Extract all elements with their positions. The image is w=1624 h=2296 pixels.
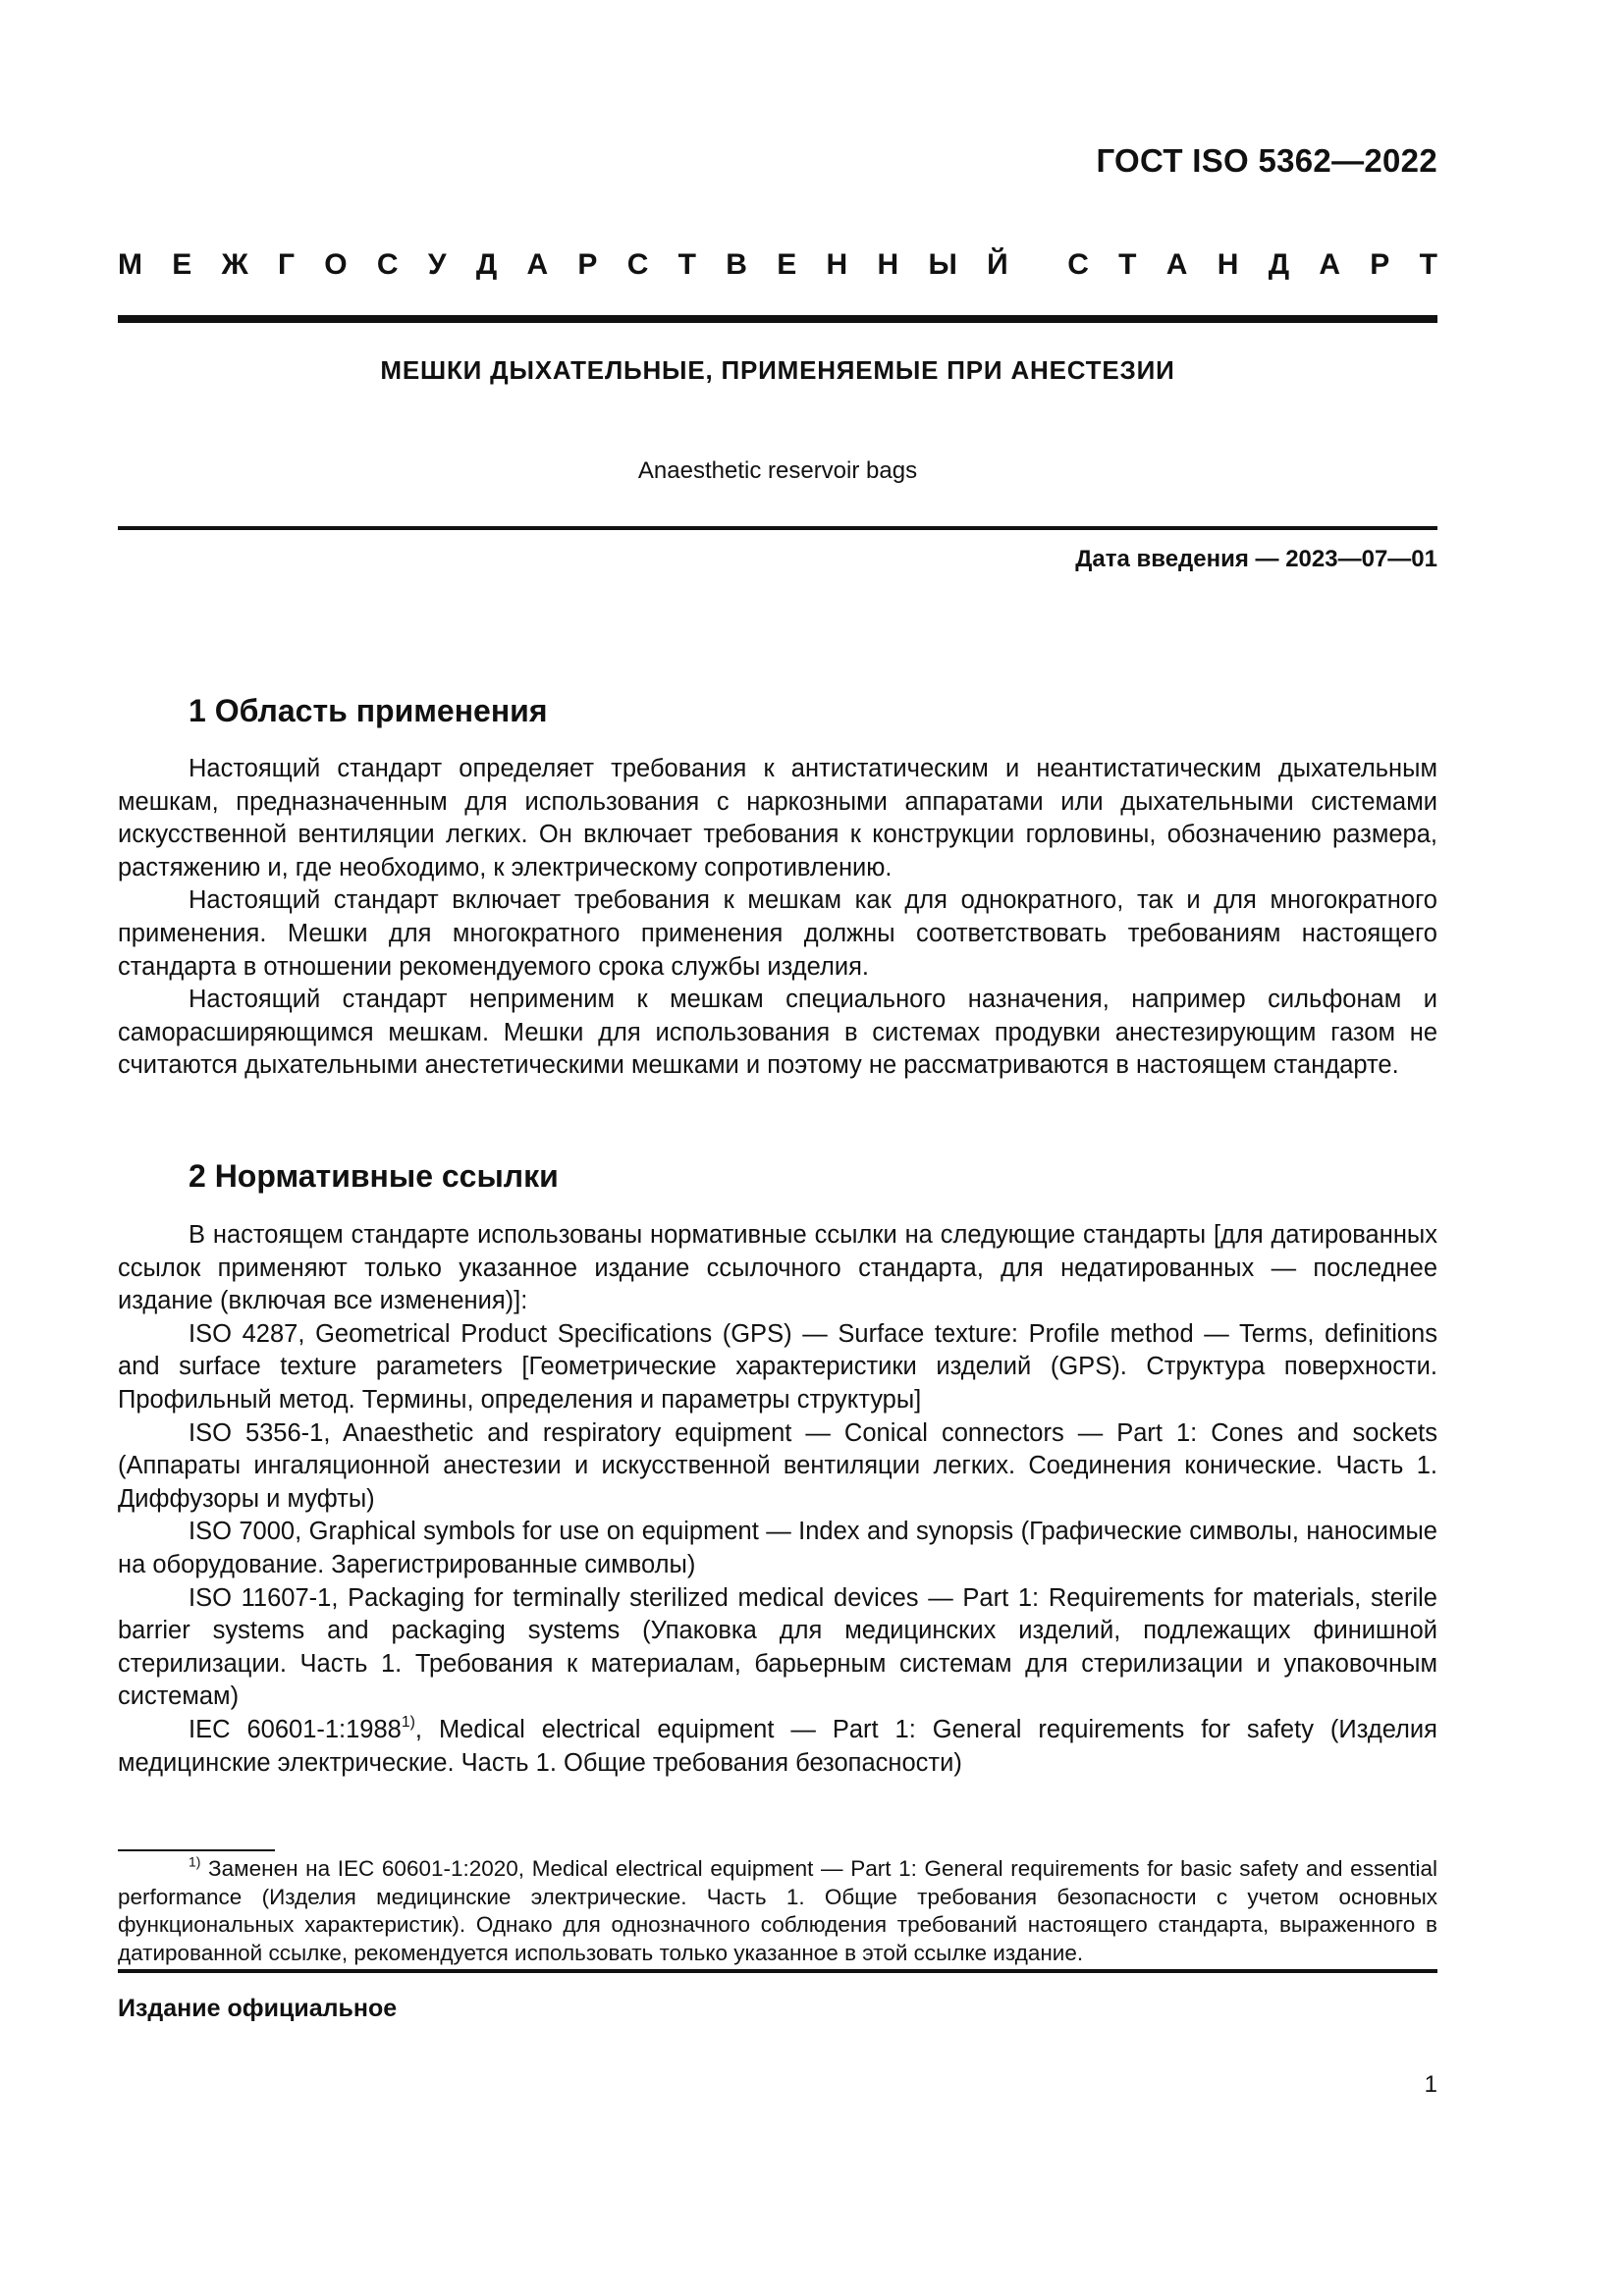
paragraph: В настоящем стандарте использованы нормативные ссылки на следующие стандарты [для датированных ссылок применяют только указанное издание ссылочного стандарта, для недатированных — последнее издание (включая все изменения)]: xyxy=(118,1221,1437,1315)
banner-letter: А xyxy=(526,248,549,281)
interstate-standard-banner xyxy=(118,248,1437,288)
footnote xyxy=(118,1855,1437,1967)
banner-letter: А xyxy=(1165,248,1188,281)
document-title: МЕШКИ ДЫХАТЕЛЬНЫЕ, ПРИМЕНЯЕМЫЕ ПРИ АНЕСТЕЗИИ xyxy=(380,355,1175,385)
footer-divider xyxy=(118,1969,1437,1973)
banner-letter: О xyxy=(324,248,348,281)
banner-letter: Т xyxy=(677,248,696,281)
page-number: 1 xyxy=(1424,2071,1437,2098)
title-divider xyxy=(118,526,1437,530)
reference-text: , Medical electrical equipment — Part 1: General requirements for safety (Изделия медицинские электрические. Часть 1. Общие требования безопасности) xyxy=(118,1715,1437,1777)
reference-code: IEC 60601-1:1988 xyxy=(189,1715,402,1743)
banner-letter: Г xyxy=(277,248,295,281)
section-body-normative-references xyxy=(118,1219,1437,1780)
footnote-text: Заменен на IEC 60601-1:2020, Medical electrical equipment — Part 1: General requirements for basic safety and essential performance (Изделия медицинские электрические. Часть 1. Общие требования безопасности с учетом основных функциональных характеристик). Однако для однозначного соблюдения требований настоящего стандарта, выраженного в датированной ссылке, рекомендуется использовать только указанное в этой ссылке издание. xyxy=(118,1856,1437,1965)
footnote-mark: 1) xyxy=(401,1713,415,1731)
banner-letter: Т xyxy=(1118,248,1137,281)
section-heading-scope: 1 Область применения xyxy=(189,693,548,728)
header-divider xyxy=(118,315,1437,323)
document-title-english: Anaesthetic reservoir bags xyxy=(637,457,918,484)
section-body-scope xyxy=(118,753,1437,1083)
banner-letter: Т xyxy=(1419,248,1437,281)
paragraph: Настоящий стандарт неприменим к мешкам специального назначения, например сильфонам и саморасширяющимся мешкам. Мешки для использования в системах продувки анестезирующим газом не считаются дыхательными анестетическими мешками и поэтому не рассматриваются в настоящем стандарте. xyxy=(118,986,1437,1080)
paragraph: Настоящий стандарт определяет требования к антистатическим и неантистатическим дыхательным мешкам, предназначенным для использования с наркозными аппаратами или дыхательными системами искусственной вентиляции легких. Он включает требования к конструкции горловины, обозначению размера, растяжению и, где необходимо, к электрическому сопротивлению. xyxy=(118,755,1437,881)
reference-item: ISO 4287, Geometrical Product Specifications (GPS) — Surface texture: Profile method — Terms, definitions and surface texture parameters [Геометрические характеристики изделий (GPS). Структура поверхности. Профильный метод. Термины, определения и параметры структуры] xyxy=(118,1319,1437,1414)
reference-item xyxy=(118,1714,1437,1780)
banner-letter: С xyxy=(1067,248,1089,281)
banner-letter: Е xyxy=(777,248,797,281)
edition-label: Издание официальное xyxy=(118,1995,398,2022)
banner-letter: Ж xyxy=(221,248,248,281)
document-page xyxy=(118,0,1437,2296)
standard-id: ГОСТ ISO 5362—2022 xyxy=(1096,142,1437,179)
banner-letter: Р xyxy=(577,248,598,281)
paragraph: Настоящий стандарт включает требования к мешкам как для однократного, так и для многократного применения. Мешки для многократного применения должны соответствовать требованиям настоящего стандарта в отношении рекомендуемого срока службы изделия. xyxy=(118,886,1437,981)
banner-letter: Д xyxy=(475,248,498,281)
banner-letter: Ы xyxy=(928,248,957,281)
reference-item: ISO 11607-1, Packaging for terminally sterilized medical devices — Part 1: Requirements for materials, sterile barrier systems and packaging systems (Упаковка для медицинских изделий, подлежащих финишной стерилизации. Часть 1. Требования к материалам, барьерным системам для стерилизации и упаковочным системам) xyxy=(118,1583,1437,1711)
banner-letter: Н xyxy=(1217,248,1239,281)
banner-letter: Н xyxy=(826,248,848,281)
footnote-mark: 1) xyxy=(189,1853,201,1870)
banner-letter: В xyxy=(726,248,747,281)
section-heading-normative-references: 2 Нормативные ссылки xyxy=(189,1158,559,1194)
banner-letter: Д xyxy=(1268,248,1290,281)
banner-letter: С xyxy=(376,248,399,281)
banner-letter: У xyxy=(427,248,447,281)
reference-item: ISO 5356-1, Anaesthetic and respiratory equipment — Conical connectors — Part 1: Cones and sockets (Аппараты ингаляционной анестезии и искусственной вентиляции легких. Соединения конические. Часть 1. Диффузоры и муфты) xyxy=(118,1418,1437,1513)
reference-item: ISO 7000, Graphical symbols for use on equipment — Index and synopsis (Графические символы, наносимые на оборудование. Зарегистрированные символы) xyxy=(118,1518,1437,1578)
banner-letter: Р xyxy=(1370,248,1390,281)
banner-letter: Й xyxy=(987,248,1008,281)
banner-letter: Е xyxy=(172,248,192,281)
banner-letter: С xyxy=(626,248,649,281)
banner-letter: Н xyxy=(877,248,899,281)
banner-letter: М xyxy=(118,248,142,281)
footnote-separator xyxy=(118,1849,275,1851)
banner-letter: А xyxy=(1319,248,1341,281)
introduction-date: Дата введения — 2023—07—01 xyxy=(1075,546,1437,572)
